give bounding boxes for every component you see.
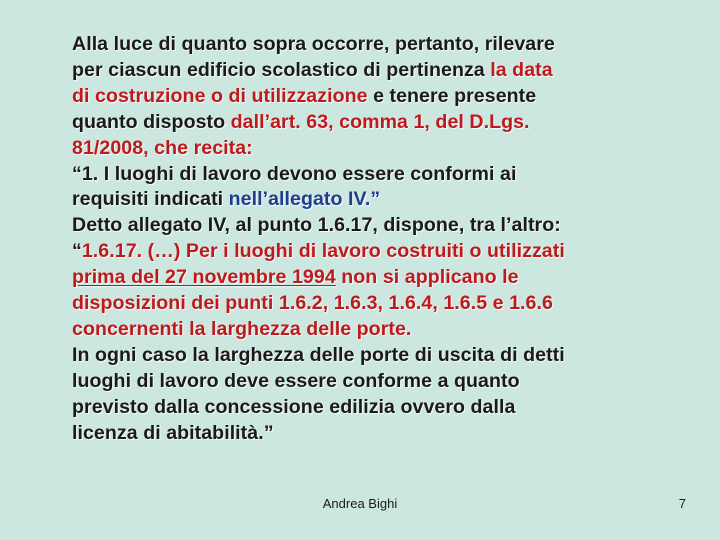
highlighted-text: dall’art. 63, comma 1, del D.Lgs. [230,110,530,133]
slide-body-text [72,32,682,447]
text-line [72,421,682,447]
page-number: 7 [678,496,686,511]
text-line [72,369,682,395]
text-line [72,162,682,188]
text-line [72,32,682,58]
text-span: Alla luce di quanto sopra occorre, pertanto, rilevare [72,33,555,55]
text-span: “1. I luoghi di lavoro devono essere conformi ai [72,162,517,185]
highlighted-text: disposizioni dei punti 1.6.2, 1.6.3, 1.6.4, 1.6.5 e 1.6.6 [72,292,553,315]
text-span: licenza di abitabilità.” [72,421,274,444]
text-span: In ogni caso la larghezza delle porte di uscita di detti [72,343,565,366]
text-span: per ciascun edificio scolastico di pertinenza [72,58,491,81]
text-span: previsto dalla concessione edilizia ovvero dalla [72,395,516,418]
text-line [72,58,682,84]
text-line [72,265,682,291]
highlighted-text: nell’allegato IV.” [228,188,381,211]
highlighted-text: 81/2008, che recita: [72,136,253,159]
text-line [72,187,682,213]
text-line [72,136,682,162]
text-line [72,110,682,136]
text-line [72,84,682,110]
text-span: “ [72,240,82,263]
text-line [72,239,682,265]
highlighted-text: non si applicano le [335,266,519,289]
text-span: Detto allegato IV, al punto 1.6.17, dispone, tra l’altro: [72,214,561,237]
highlighted-text: di costruzione o di utilizzazione [72,84,368,107]
underlined-highlighted-text: prima del 27 novembre 1994 [72,266,336,289]
text-line [72,343,682,369]
text-span: quanto disposto [72,110,231,133]
text-line [72,291,682,317]
text-line [72,213,682,239]
highlighted-text: 1.6.17. (…) Per i luoghi di lavoro costruiti o utilizzati [81,240,565,263]
highlighted-text: la data [490,58,553,81]
text-span: e tenere presente [367,84,537,107]
text-line [72,395,682,421]
highlighted-text: concernenti la larghezza delle porte. [72,317,412,340]
footer-author: Andrea Bighi [322,496,398,511]
text-span: requisiti indicati [72,188,229,211]
text-line [72,317,682,343]
text-span: luoghi di lavoro deve essere conforme a quanto [72,369,520,392]
